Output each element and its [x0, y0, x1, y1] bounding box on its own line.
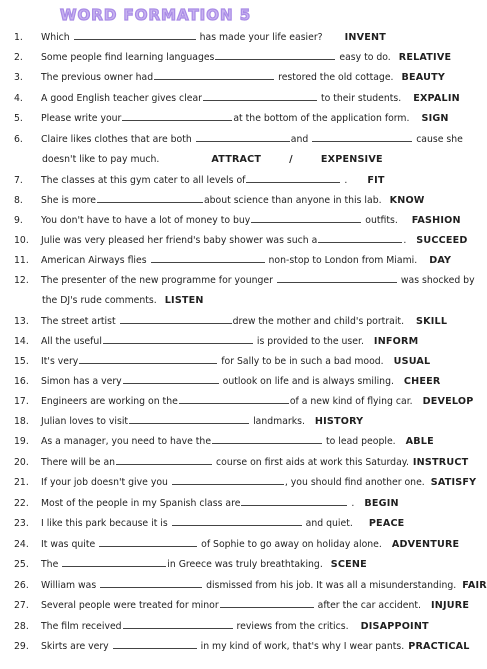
root-word: DAY: [429, 255, 452, 266]
answer-blank[interactable]: [74, 29, 196, 40]
question-text-before: Engineers are working on the: [41, 396, 178, 407]
root-word: FASHION: [411, 215, 461, 226]
answer-blank-1[interactable]: [196, 131, 290, 142]
question-24: [14, 535, 466, 555]
question-text-after: outfits.: [365, 215, 398, 226]
question-text-after: was shocked by: [400, 275, 475, 286]
root-word: INJURE: [431, 600, 470, 611]
question-18: [14, 412, 466, 432]
answer-blank[interactable]: [97, 192, 203, 203]
question-number: 12.: [14, 275, 29, 286]
question-text-before: There will be an: [41, 457, 116, 468]
question-text-before: The: [41, 559, 59, 570]
question-number: 7.: [14, 175, 23, 186]
root-word: CHEER: [403, 376, 441, 387]
question-number: 4.: [14, 93, 23, 104]
root-word: SIGN: [421, 113, 449, 124]
root-word: USUAL: [393, 356, 431, 367]
question-number: 16.: [14, 376, 29, 387]
question-text-before: A good English teacher gives clear: [41, 93, 202, 104]
question-text-after: reviews from the critics.: [236, 621, 349, 632]
slash-separator: /: [289, 154, 293, 165]
question-17: [14, 392, 474, 412]
question-15: [14, 352, 466, 372]
answer-blank-2[interactable]: [312, 131, 412, 142]
question-22: [14, 494, 466, 514]
question-number: 28.: [14, 621, 29, 632]
question-number: 22.: [14, 498, 29, 509]
root-word: KNOW: [389, 195, 425, 206]
question-text-after: in Greece was truly breathtaking.: [167, 559, 323, 570]
question-text-after: landmarks.: [253, 416, 305, 427]
question-12: [14, 271, 475, 311]
question-number: 8.: [14, 195, 23, 206]
question-text-after: of a new kind of flying car.: [289, 396, 413, 407]
question-number: 3.: [14, 72, 23, 83]
question-text-before: As a manager, you need to have the: [41, 436, 212, 447]
question-text-before: The street artist: [41, 316, 116, 327]
root-word-2: EXPENSIVE: [320, 154, 383, 165]
answer-blank[interactable]: [113, 638, 197, 649]
answer-blank[interactable]: [179, 393, 289, 404]
question-11: [14, 251, 466, 271]
answer-blank[interactable]: [62, 556, 166, 567]
question-7: [14, 171, 466, 191]
answer-blank[interactable]: [220, 597, 314, 608]
question-text-before: The previous owner had: [41, 72, 154, 83]
question-26: [14, 576, 487, 596]
question-10: [14, 231, 466, 251]
root-word: HISTORY: [314, 416, 364, 427]
question-number: 14.: [14, 336, 29, 347]
question-text-before: Some people find learning languages: [41, 52, 215, 63]
question-13: [14, 312, 466, 332]
answer-blank[interactable]: [123, 373, 219, 384]
question-text-after: non-stop to London from Miami.: [268, 255, 418, 266]
question-number: 27.: [14, 600, 29, 611]
question-text-before: Claire likes clothes that are both: [41, 134, 192, 145]
question-text-before: She is more: [41, 195, 96, 206]
answer-blank[interactable]: [318, 232, 402, 243]
answer-blank[interactable]: [251, 212, 361, 223]
answer-blank[interactable]: [79, 353, 217, 364]
question-27: [14, 596, 470, 616]
question-2: [14, 48, 466, 68]
question-text-after: of Sophie to go away on holiday alone.: [201, 539, 382, 550]
root-word: SATISFY: [430, 477, 477, 488]
answer-blank[interactable]: [123, 618, 233, 629]
answer-blank[interactable]: [215, 49, 335, 60]
question-text-after: restored the old cottage.: [278, 72, 394, 83]
root-word: LISTEN: [164, 295, 204, 306]
question-19: [14, 432, 466, 452]
question-text-before: Please write your: [41, 113, 122, 124]
answer-blank[interactable]: [116, 454, 212, 465]
question-number: 9.: [14, 215, 23, 226]
question-text-after: outlook on life and is always smiling.: [222, 376, 394, 387]
question-text-after: easy to do.: [339, 52, 391, 63]
question-8: [14, 191, 466, 211]
question-20: [14, 453, 469, 473]
question-28: [14, 617, 466, 637]
root-word: FIT: [367, 175, 385, 186]
question-text-after: .: [344, 175, 348, 186]
question-text-before: Julie was very pleased her friend's baby shower was such a: [41, 235, 318, 246]
question-text-before: It was quite: [41, 539, 96, 550]
question-text-before: William was: [41, 580, 97, 591]
question-text-after: is provided to the user.: [256, 336, 364, 347]
question-number: 20.: [14, 457, 29, 468]
question-number: 6.: [14, 134, 23, 145]
question-text-before: Most of the people in my Spanish class are: [41, 498, 241, 509]
root-word: INFORM: [373, 336, 419, 347]
question-number: 10.: [14, 235, 29, 246]
question-25: [14, 555, 466, 575]
question-text-after: to lead people.: [326, 436, 396, 447]
question-5: [14, 109, 466, 129]
question-text-after: in my kind of work, that's why I wear pants.: [200, 641, 405, 652]
question-14: [14, 332, 466, 352]
answer-blank[interactable]: [241, 495, 347, 506]
question-text-after: drew the mother and child's portrait.: [232, 316, 405, 327]
answer-blank[interactable]: [122, 110, 232, 121]
question-number: 1.: [14, 32, 23, 43]
question-text-before: The film received: [41, 621, 122, 632]
root-word: BEAUTY: [401, 72, 445, 83]
question-text-before: Simon has a very: [41, 376, 122, 387]
question-text-mid: and: [290, 134, 309, 145]
question-3: [14, 68, 466, 88]
question-continuation: [42, 150, 383, 170]
question-23: [14, 514, 466, 534]
question-16: [14, 372, 466, 392]
answer-blank[interactable]: [100, 577, 202, 588]
question-text-after: dismissed from his job. It was all a misunderstanding.: [206, 580, 457, 591]
question-text-before: You don't have to have a lot of money to buy: [41, 215, 251, 226]
question-text-after: to their students.: [320, 93, 402, 104]
root-word: ABLE: [405, 436, 434, 447]
question-number: 18.: [14, 416, 29, 427]
question-text-before: If your job doesn't give you: [41, 477, 168, 488]
question-continuation: [42, 291, 204, 311]
question-text-after: .: [403, 235, 407, 246]
question-number: 15.: [14, 356, 29, 367]
question-text-after: for Sally to be in such a bad mood.: [221, 356, 384, 367]
answer-blank[interactable]: [103, 333, 253, 344]
root-word: EXPALIN: [413, 93, 460, 104]
question-text-after: after the car accident.: [317, 600, 422, 611]
answer-blank[interactable]: [120, 313, 232, 324]
question-number: 11.: [14, 255, 29, 266]
root-word: FAIR: [462, 580, 487, 591]
root-word: DEVELOP: [422, 396, 474, 407]
answer-blank[interactable]: [172, 515, 302, 526]
root-word: INSTRUCT: [412, 457, 469, 468]
question-1: [14, 28, 466, 48]
root-word: INVENT: [344, 32, 386, 43]
answer-blank[interactable]: [203, 90, 317, 101]
question-number: 21.: [14, 477, 29, 488]
answer-blank[interactable]: [129, 413, 249, 424]
question-text-before: Which: [41, 32, 70, 43]
question-number: 13.: [14, 316, 29, 327]
root-word: SUCCEED: [416, 235, 468, 246]
root-word: DISAPPOINT: [360, 621, 429, 632]
question-number: 26.: [14, 580, 29, 591]
answer-blank[interactable]: [154, 69, 274, 80]
question-21: [14, 473, 477, 493]
question-text-line2: doesn't like to pay much.: [42, 154, 160, 165]
root-word: PRACTICAL: [408, 641, 470, 652]
question-text-before: It's very: [41, 356, 79, 367]
question-text-before: All the useful: [41, 336, 102, 347]
question-text-after: and quiet.: [305, 518, 353, 529]
question-4: [14, 89, 466, 109]
root-word: ADVENTURE: [391, 539, 460, 550]
question-number: 24.: [14, 539, 29, 550]
question-text-before: I like this park because it is: [41, 518, 168, 529]
question-6: [14, 130, 466, 170]
question-text-before: Skirts are very: [41, 641, 109, 652]
question-text-after: course on first aids at work this Saturday.: [216, 457, 409, 468]
answer-blank[interactable]: [277, 272, 397, 283]
root-word: RELATIVE: [398, 52, 452, 63]
question-number: 2.: [14, 52, 23, 63]
answer-blank[interactable]: [151, 252, 265, 263]
question-9: [14, 211, 466, 231]
question-29: [14, 637, 470, 657]
answer-blank[interactable]: [246, 172, 340, 183]
answer-blank[interactable]: [99, 536, 197, 547]
question-text-after: about science than anyone in this lab.: [203, 195, 382, 206]
question-text-line2: the DJ's rude comments.: [42, 295, 157, 306]
question-number: 17.: [14, 396, 29, 407]
question-text-before: Julian loves to visit: [41, 416, 129, 427]
question-text-after: at the bottom of the application form.: [233, 113, 410, 124]
question-text-after: cause she: [416, 134, 463, 145]
question-text-after: .: [351, 498, 355, 509]
root-word-1: ATTRACT: [211, 154, 262, 165]
question-text-before: Several people were treated for minor: [41, 600, 219, 611]
question-text-before: American Airways flies: [41, 255, 147, 266]
question-number: 23.: [14, 518, 29, 529]
answer-blank[interactable]: [212, 433, 322, 444]
question-number: 25.: [14, 559, 29, 570]
root-word: PEACE: [368, 518, 405, 529]
question-text-after: has made your life easier?: [199, 32, 323, 43]
root-word: SCENE: [330, 559, 367, 570]
question-text-after: , you should find another one.: [284, 477, 425, 488]
question-text-before: The classes at this gym cater to all levels of: [41, 175, 246, 186]
answer-blank[interactable]: [172, 474, 284, 485]
worksheet-title: WORD FORMATION 5: [60, 6, 252, 24]
question-number: 5.: [14, 113, 23, 124]
root-word: BEGIN: [364, 498, 399, 509]
question-number: 19.: [14, 436, 29, 447]
question-number: 29.: [14, 641, 29, 652]
root-word: SKILL: [416, 316, 448, 327]
question-text-before: The presenter of the new programme for younger: [41, 275, 273, 286]
